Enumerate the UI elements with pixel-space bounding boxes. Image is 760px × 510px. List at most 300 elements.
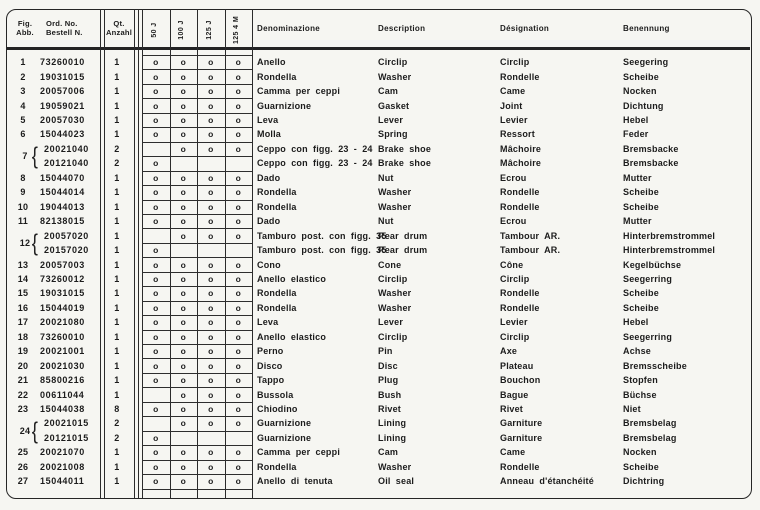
- description-row-18: Lever: [378, 317, 404, 328]
- separator-qty-models: [134, 9, 135, 498]
- availability-mark-row-5-model-2: o: [208, 129, 214, 140]
- order-number-row-9: 15044014: [40, 187, 85, 198]
- description-row-29: Oil seal: [378, 476, 415, 487]
- description-row-23: Bush: [378, 389, 402, 400]
- denominazione-row-2: Camma per ceppi: [257, 86, 341, 97]
- quantity-row-27: 1: [114, 447, 120, 458]
- denominazione-row-21: Disco: [257, 360, 283, 371]
- model-grid-hline: [142, 373, 252, 374]
- availability-mark-row-20-model-3: o: [235, 346, 241, 357]
- availability-mark-row-11-model-3: o: [235, 216, 241, 227]
- order-number-row-8: 15044070: [40, 172, 85, 183]
- column-header-model-100j: 100 J: [178, 20, 185, 40]
- availability-mark-row-21-model-3: o: [235, 360, 241, 371]
- order-number-row-5: 15044023: [40, 129, 85, 140]
- order-number-row-16: 19031015: [40, 288, 85, 299]
- availability-mark-row-18-model-0: o: [153, 317, 159, 328]
- model-grid-hline: [142, 113, 252, 114]
- fig-number-row-1: 2: [20, 71, 26, 82]
- availability-mark-row-21-model-1: o: [180, 360, 186, 371]
- availability-mark-row-3-model-2: o: [208, 100, 214, 111]
- model-grid-hline: [142, 200, 252, 201]
- denominazione-row-19: Anello elastico: [257, 331, 327, 342]
- description-row-28: Washer: [378, 461, 412, 472]
- description-row-11: Nut: [378, 216, 394, 227]
- benennung-row-8: Mutter: [623, 172, 652, 183]
- order-number-row-14: 20057003: [40, 259, 85, 270]
- denominazione-row-12: Tamburo post. con figg. 35: [257, 230, 387, 241]
- model-grid-hline: [142, 257, 252, 258]
- availability-mark-row-2-model-0: o: [153, 86, 159, 97]
- denominazione-row-16: Rondella: [257, 288, 297, 299]
- model-grid-hline: [142, 301, 252, 302]
- model-grid-hline: [142, 127, 252, 128]
- model-grid-hline: [142, 358, 252, 359]
- quantity-row-14: 1: [114, 259, 120, 270]
- order-number-row-26: 20121015: [44, 432, 89, 443]
- availability-mark-row-15-model-2: o: [208, 273, 214, 284]
- model-grid-hline: [142, 416, 252, 417]
- availability-mark-row-9-model-2: o: [208, 187, 214, 198]
- designation-row-4: Levier: [500, 115, 528, 126]
- availability-mark-row-6-model-2: o: [208, 143, 214, 154]
- availability-mark-row-27-model-2: o: [208, 447, 214, 458]
- availability-mark-row-1-model-3: o: [235, 71, 241, 82]
- description-row-19: Circlip: [378, 331, 408, 342]
- quantity-row-19: 1: [114, 331, 120, 342]
- denominazione-row-26: Guarnizione: [257, 432, 312, 443]
- designation-row-18: Levier: [500, 317, 528, 328]
- order-number-row-28: 20021008: [40, 461, 85, 472]
- benennung-row-14: Kegelbüchse: [623, 259, 682, 270]
- availability-mark-row-21-model-0: o: [153, 360, 159, 371]
- column-header-ord-line2: Bestell N.: [46, 28, 83, 37]
- description-row-9: Washer: [378, 187, 412, 198]
- model-grid-hline: [142, 55, 252, 56]
- model-grid-hline: [142, 142, 252, 143]
- denominazione-row-10: Rondella: [257, 201, 297, 212]
- benennung-row-29: Dichtring: [623, 476, 665, 487]
- quantity-row-29: 1: [114, 476, 120, 487]
- quantity-row-28: 1: [114, 461, 120, 472]
- model-grid-hline: [142, 387, 252, 388]
- availability-mark-row-10-model-2: o: [208, 201, 214, 212]
- denominazione-row-15: Anello elastico: [257, 273, 327, 284]
- quantity-row-0: 1: [114, 57, 120, 68]
- availability-mark-row-2-model-2: o: [208, 86, 214, 97]
- benennung-row-21: Bremsscheibe: [623, 360, 687, 371]
- order-number-row-27: 20021070: [40, 447, 85, 458]
- availability-mark-row-0-model-0: o: [153, 57, 159, 68]
- denominazione-row-18: Leva: [257, 317, 279, 328]
- order-number-row-12: 20057020: [44, 230, 89, 241]
- denominazione-row-17: Rondella: [257, 302, 297, 313]
- quantity-row-20: 1: [114, 346, 120, 357]
- availability-mark-row-20-model-2: o: [208, 346, 214, 357]
- benennung-row-4: Hebel: [623, 115, 649, 126]
- designation-row-25: Garniture: [500, 418, 543, 429]
- quantity-row-4: 1: [114, 115, 120, 126]
- quantity-row-12: 1: [114, 230, 120, 241]
- availability-mark-row-10-model-0: o: [153, 201, 159, 212]
- benennung-row-17: Scheibe: [623, 302, 659, 313]
- group-brace-fig-24: {: [31, 417, 38, 444]
- fig-number-row-15: 14: [17, 273, 29, 284]
- model-grid-vline: [170, 9, 171, 498]
- availability-mark-row-12-model-2: o: [208, 230, 214, 241]
- denominazione-row-5: Molla: [257, 129, 282, 140]
- fig-number-row-29: 27: [17, 476, 29, 487]
- quantity-row-26: 2: [114, 432, 120, 443]
- benennung-row-10: Scheibe: [623, 201, 659, 212]
- designation-row-3: Joint: [500, 100, 523, 111]
- benennung-row-12: Hinterbremstrommel: [623, 230, 716, 241]
- order-number-row-0: 73260010: [40, 57, 85, 68]
- model-grid-vline: [142, 9, 143, 498]
- quantity-row-5: 1: [114, 129, 120, 140]
- availability-mark-row-24-model-1: o: [180, 404, 186, 415]
- column-header-model-125j: 125 J: [206, 20, 213, 40]
- availability-mark-row-27-model-0: o: [153, 447, 159, 458]
- availability-mark-row-6-model-1: o: [180, 143, 186, 154]
- description-row-4: Lever: [378, 115, 404, 126]
- designation-row-21: Plateau: [500, 360, 534, 371]
- model-grid-hline: [142, 243, 252, 244]
- benennung-row-2: Nocken: [623, 86, 657, 97]
- designation-row-0: Circlip: [500, 57, 530, 68]
- model-grid-hline: [142, 156, 252, 157]
- model-grid-hline: [142, 460, 252, 461]
- availability-mark-row-2-model-1: o: [180, 86, 186, 97]
- model-grid-hline: [142, 402, 252, 403]
- description-row-15: Circlip: [378, 273, 408, 284]
- description-row-17: Washer: [378, 302, 412, 313]
- denominazione-row-4: Leva: [257, 115, 279, 126]
- denominazione-row-20: Perno: [257, 346, 284, 357]
- quantity-row-8: 1: [114, 172, 120, 183]
- column-header-description: Description: [378, 24, 426, 33]
- order-number-row-20: 20021001: [40, 346, 85, 357]
- availability-mark-row-15-model-1: o: [180, 273, 186, 284]
- separator-qty-models: [138, 9, 139, 498]
- availability-mark-row-12-model-3: o: [235, 230, 241, 241]
- availability-mark-row-27-model-3: o: [235, 447, 241, 458]
- availability-mark-row-14-model-1: o: [180, 259, 186, 270]
- availability-mark-row-11-model-0: o: [153, 216, 159, 227]
- fig-number-row-17: 16: [17, 302, 29, 313]
- denominazione-row-24: Chiodino: [257, 404, 298, 415]
- availability-mark-row-19-model-3: o: [235, 331, 241, 342]
- availability-mark-row-5-model-1: o: [180, 129, 186, 140]
- group-brace-fig-7: {: [31, 142, 38, 169]
- description-row-8: Nut: [378, 172, 394, 183]
- designation-row-17: Rondelle: [500, 302, 540, 313]
- description-row-13: Rear drum: [378, 245, 428, 256]
- availability-mark-row-3-model-1: o: [180, 100, 186, 111]
- availability-mark-row-10-model-3: o: [235, 201, 241, 212]
- availability-mark-row-21-model-2: o: [208, 360, 214, 371]
- benennung-row-0: Seegering: [623, 57, 669, 68]
- order-number-row-29: 15044011: [40, 476, 85, 487]
- quantity-row-21: 1: [114, 360, 120, 371]
- designation-row-7: Mâchoire: [500, 158, 542, 169]
- benennung-row-13: Hinterbremstrommel: [623, 245, 716, 256]
- denominazione-row-28: Rondella: [257, 461, 297, 472]
- availability-mark-row-13-model-0: o: [153, 245, 159, 256]
- fig-number-group-12: 12: [19, 237, 31, 248]
- availability-mark-row-16-model-0: o: [153, 288, 159, 299]
- benennung-row-20: Achse: [623, 346, 652, 357]
- benennung-row-6: Bremsbacke: [623, 143, 679, 154]
- model-grid-hline: [142, 344, 252, 345]
- model-grid-hline: [142, 272, 252, 273]
- availability-mark-row-29-model-0: o: [153, 476, 159, 487]
- order-number-row-2: 20057006: [40, 86, 85, 97]
- benennung-row-26: Bremsbelag: [623, 432, 677, 443]
- column-header-fig-line2: Abb.: [16, 28, 34, 37]
- availability-mark-row-12-model-1: o: [180, 230, 186, 241]
- availability-mark-row-11-model-1: o: [180, 216, 186, 227]
- benennung-row-5: Feder: [623, 129, 649, 140]
- designation-row-8: Ecrou: [500, 172, 527, 183]
- availability-mark-row-22-model-0: o: [153, 375, 159, 386]
- availability-mark-row-22-model-3: o: [235, 375, 241, 386]
- quantity-row-23: 1: [114, 389, 120, 400]
- designation-row-11: Ecrou: [500, 216, 527, 227]
- availability-mark-row-28-model-3: o: [235, 461, 241, 472]
- benennung-row-18: Hebel: [623, 317, 649, 328]
- order-number-row-17: 15044019: [40, 302, 85, 313]
- designation-row-10: Rondelle: [500, 201, 540, 212]
- availability-mark-row-17-model-0: o: [153, 302, 159, 313]
- fig-number-row-22: 21: [17, 375, 29, 386]
- description-row-2: Cam: [378, 86, 399, 97]
- availability-mark-row-15-model-3: o: [235, 273, 241, 284]
- column-header-qty-line2: Anzahl: [105, 28, 133, 37]
- model-grid-hline: [142, 315, 252, 316]
- model-grid-hline: [142, 214, 252, 215]
- benennung-row-16: Scheibe: [623, 288, 659, 299]
- availability-mark-row-23-model-3: o: [235, 389, 241, 400]
- availability-mark-row-22-model-2: o: [208, 375, 214, 386]
- quantity-row-24: 8: [114, 404, 120, 415]
- availability-mark-row-4-model-2: o: [208, 115, 214, 126]
- benennung-row-23: Büchse: [623, 389, 657, 400]
- order-number-row-19: 73260010: [40, 331, 85, 342]
- description-row-0: Circlip: [378, 57, 408, 68]
- column-header-denominazione: Denominazione: [257, 24, 321, 33]
- designation-row-6: Mâchoire: [500, 143, 542, 154]
- availability-mark-row-28-model-0: o: [153, 461, 159, 472]
- model-grid-vline: [252, 9, 253, 498]
- availability-mark-row-18-model-3: o: [235, 317, 241, 328]
- designation-row-24: Rivet: [500, 404, 524, 415]
- benennung-row-9: Scheibe: [623, 187, 659, 198]
- designation-row-26: Garniture: [500, 432, 543, 443]
- column-header-fig-line1: Fig.: [17, 19, 33, 28]
- benennung-row-11: Mutter: [623, 216, 652, 227]
- fig-number-row-2: 3: [20, 86, 26, 97]
- column-header-ord-line1: Ord. No.: [46, 19, 78, 28]
- model-grid-hline: [142, 84, 252, 85]
- column-header-qty-line1: Qt.: [113, 19, 125, 28]
- description-row-14: Cone: [378, 259, 402, 270]
- quantity-row-13: 1: [114, 245, 120, 256]
- availability-mark-row-16-model-2: o: [208, 288, 214, 299]
- availability-mark-row-0-model-3: o: [235, 57, 241, 68]
- benennung-row-22: Stopfen: [623, 375, 658, 386]
- model-grid-hline: [142, 330, 252, 331]
- order-number-row-15: 73260012: [40, 273, 85, 284]
- quantity-row-9: 1: [114, 187, 120, 198]
- fig-number-row-19: 18: [17, 331, 29, 342]
- fig-number-row-11: 11: [17, 216, 29, 227]
- designation-row-29: Anneau d'étanchéité: [500, 476, 594, 487]
- availability-mark-row-17-model-1: o: [180, 302, 186, 313]
- fig-number-row-0: 1: [20, 57, 26, 68]
- denominazione-row-22: Tappo: [257, 375, 285, 386]
- designation-row-14: Cône: [500, 259, 524, 270]
- order-number-row-24: 15044038: [40, 404, 85, 415]
- quantity-row-3: 1: [114, 100, 120, 111]
- quantity-row-25: 2: [114, 418, 120, 429]
- availability-mark-row-8-model-3: o: [235, 172, 241, 183]
- fig-number-row-3: 4: [20, 100, 26, 111]
- quantity-row-7: 2: [114, 158, 120, 169]
- order-number-row-25: 20021015: [44, 418, 89, 429]
- fig-number-row-8: 8: [20, 172, 26, 183]
- designation-row-5: Ressort: [500, 129, 535, 140]
- designation-row-23: Bague: [500, 389, 529, 400]
- benennung-row-28: Scheibe: [623, 461, 659, 472]
- availability-mark-row-14-model-0: o: [153, 259, 159, 270]
- description-row-1: Washer: [378, 71, 412, 82]
- denominazione-row-8: Dado: [257, 172, 281, 183]
- quantity-row-16: 1: [114, 288, 120, 299]
- order-number-row-13: 20157020: [44, 245, 89, 256]
- denominazione-row-3: Guarnizione: [257, 100, 312, 111]
- benennung-row-1: Scheibe: [623, 71, 659, 82]
- availability-mark-row-23-model-1: o: [180, 389, 186, 400]
- availability-mark-row-1-model-1: o: [180, 71, 186, 82]
- availability-mark-row-1-model-2: o: [208, 71, 214, 82]
- availability-mark-row-24-model-2: o: [208, 404, 214, 415]
- column-header-qty: [98, 19, 140, 37]
- benennung-row-7: Bremsbacke: [623, 158, 679, 169]
- fig-number-row-18: 17: [17, 317, 29, 328]
- availability-mark-row-28-model-2: o: [208, 461, 214, 472]
- availability-mark-row-4-model-1: o: [180, 115, 186, 126]
- header-divider: [7, 47, 750, 50]
- description-row-22: Plug: [378, 375, 399, 386]
- availability-mark-row-6-model-3: o: [235, 143, 241, 154]
- availability-mark-row-5-model-0: o: [153, 129, 159, 140]
- availability-mark-row-2-model-3: o: [235, 86, 241, 97]
- description-row-10: Washer: [378, 201, 412, 212]
- fig-number-row-16: 15: [17, 288, 29, 299]
- availability-mark-row-9-model-0: o: [153, 187, 159, 198]
- description-row-20: Pin: [378, 346, 393, 357]
- model-grid-hline: [142, 286, 252, 287]
- availability-mark-row-25-model-1: o: [180, 418, 186, 429]
- availability-mark-row-9-model-1: o: [180, 187, 186, 198]
- availability-mark-row-4-model-3: o: [235, 115, 241, 126]
- availability-mark-row-23-model-2: o: [208, 389, 214, 400]
- availability-mark-row-19-model-0: o: [153, 331, 159, 342]
- model-grid-hline: [142, 185, 252, 186]
- fig-number-row-9: 9: [20, 187, 26, 198]
- designation-row-16: Rondelle: [500, 288, 540, 299]
- designation-row-12: Tambour AR.: [500, 230, 561, 241]
- availability-mark-row-18-model-2: o: [208, 317, 214, 328]
- separator-ord-qty: [100, 9, 101, 498]
- denominazione-row-1: Rondella: [257, 71, 297, 82]
- model-grid-hline: [142, 69, 252, 70]
- fig-number-row-27: 25: [17, 447, 29, 458]
- description-row-26: Lining: [378, 432, 407, 443]
- availability-mark-row-8-model-2: o: [208, 172, 214, 183]
- order-number-row-23: 00611044: [40, 389, 85, 400]
- designation-row-15: Circlip: [500, 273, 530, 284]
- quantity-row-1: 1: [114, 71, 120, 82]
- availability-mark-row-20-model-1: o: [180, 346, 186, 357]
- fig-number-row-14: 13: [17, 259, 29, 270]
- availability-mark-row-14-model-3: o: [235, 259, 241, 270]
- description-row-24: Rivet: [378, 404, 402, 415]
- denominazione-row-14: Cono: [257, 259, 281, 270]
- order-number-row-22: 85800216: [40, 375, 85, 386]
- benennung-row-19: Seegerring: [623, 331, 673, 342]
- fig-number-row-23: 22: [17, 389, 29, 400]
- denominazione-row-27: Camma per ceppi: [257, 447, 341, 458]
- benennung-row-3: Dichtung: [623, 100, 664, 111]
- model-grid-hline: [142, 489, 252, 490]
- denominazione-row-29: Anello di tenuta: [257, 476, 333, 487]
- availability-mark-row-25-model-2: o: [208, 418, 214, 429]
- model-grid-hline: [142, 431, 252, 432]
- availability-mark-row-16-model-3: o: [235, 288, 241, 299]
- order-number-row-1: 19031015: [40, 71, 85, 82]
- quantity-row-22: 1: [114, 375, 120, 386]
- availability-mark-row-24-model-3: o: [235, 404, 241, 415]
- description-row-25: Lining: [378, 418, 407, 429]
- availability-mark-row-25-model-3: o: [235, 418, 241, 429]
- benennung-row-25: Bremsbelag: [623, 418, 677, 429]
- availability-mark-row-17-model-3: o: [235, 302, 241, 313]
- availability-mark-row-8-model-0: o: [153, 172, 159, 183]
- availability-mark-row-15-model-0: o: [153, 273, 159, 284]
- availability-mark-row-14-model-2: o: [208, 259, 214, 270]
- denominazione-row-13: Tamburo post. con figg. 35: [257, 245, 387, 256]
- quantity-row-2: 1: [114, 86, 120, 97]
- fig-number-row-5: 6: [20, 129, 26, 140]
- availability-mark-row-29-model-3: o: [235, 476, 241, 487]
- order-number-row-18: 20021080: [40, 317, 85, 328]
- description-row-7: Brake shoe: [378, 158, 432, 169]
- availability-mark-row-20-model-0: o: [153, 346, 159, 357]
- benennung-row-27: Nocken: [623, 447, 657, 458]
- order-number-row-7: 20121040: [44, 158, 89, 169]
- availability-mark-row-24-model-0: o: [153, 404, 159, 415]
- quantity-row-17: 1: [114, 302, 120, 313]
- description-row-16: Washer: [378, 288, 412, 299]
- quantity-row-11: 1: [114, 216, 120, 227]
- availability-mark-row-7-model-0: o: [153, 158, 159, 169]
- benennung-row-15: Seegerring: [623, 273, 673, 284]
- description-row-6: Brake shoe: [378, 143, 432, 154]
- description-row-3: Gasket: [378, 100, 410, 111]
- model-grid-hline: [142, 98, 252, 99]
